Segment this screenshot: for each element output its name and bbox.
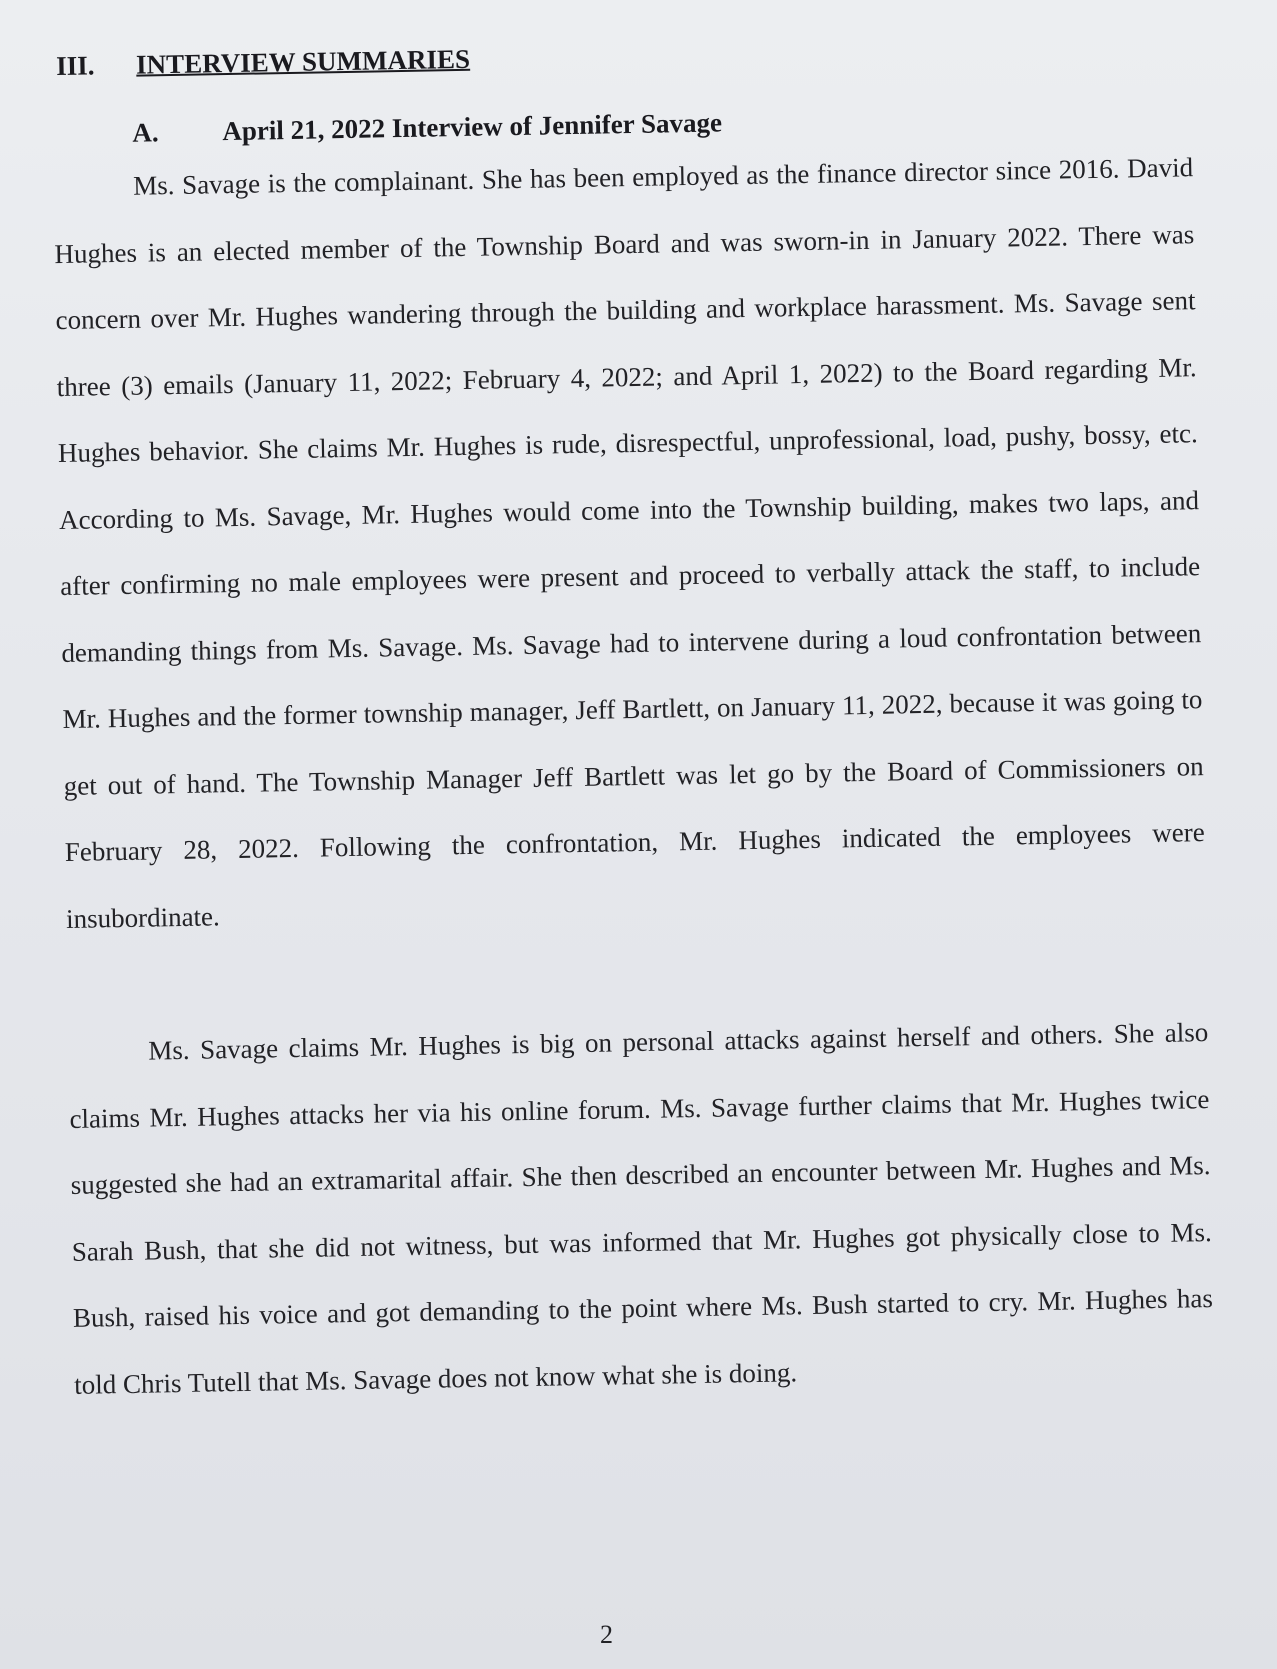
subsection-heading: [132, 107, 722, 148]
subsection-title: April 21, 2022 Interview of Jennifer Savage: [222, 107, 723, 147]
body-paragraph-2-container: [68, 999, 1215, 1418]
body-paragraph: Ms. Savage claims Mr. Hughes is big on personal attacks against herself and others. She also claims Mr. Hughes attacks her via his online forum. Ms. Savage further claims that Mr. Hughes twice suggested she had an extramarital affair. She then described an encounter between Mr. Hughes and Ms. Sarah Bush, that she did not witness, but was informed that Mr. Hughes got physically close to Ms. Bush, raised his voice and got demanding to the point where Ms. Bush started to cry. Mr. Hughes has told Chris Tutell that Ms. Savage does not know what she is doing.: [69, 1017, 1214, 1400]
body-paragraph: Ms. Savage is the complainant. She has been employed as the finance director since 2016. David Hughes is an elected member of the Township Board and was sworn-in in January 2022. There was concern over Mr. Hughes wandering through the building and workplace harassment. Ms. Savage sent three (3) emails (January 11, 2022; February 4, 2022; and April 1, 2022) to the Board regarding Mr. Hughes behavior. She claims Mr. Hughes is rude, disrespectful, unprofessional, load, pushy, bossy, etc. According to Ms. Savage, Mr. Hughes would come into the Township building, makes two laps, and after confirming no male employees were present and proceed to verbally attack the staff, to include demanding things from Ms. Savage. Ms. Savage had to intervene during a loud confrontation between Mr. Hughes and the former township manager, Jeff Bartlett, on January 11, 2022, because it was going to get out of hand. The Township Manager Jeff Bartlett was let go by the Board of Commissioners on February 28, 2022. Following the confrontation, Mr. Hughes indicated the employees were insubordinate.: [54, 152, 1205, 934]
subsection-letter: A.: [132, 117, 159, 148]
section-number: III.: [55, 50, 95, 82]
section-title: INTERVIEW SUMMARIES: [135, 43, 471, 80]
body-paragraph-1-container: [53, 134, 1207, 952]
section-heading: [56, 44, 470, 82]
page-number: 2: [600, 1620, 613, 1649]
